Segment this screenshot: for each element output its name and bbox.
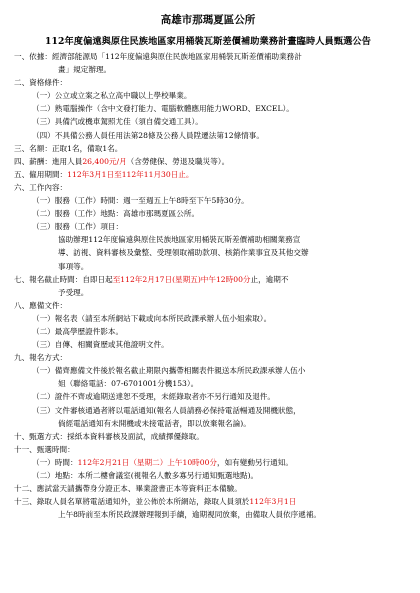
text-line xyxy=(14,430,402,443)
text-line xyxy=(14,338,402,351)
line-text: 三、名額：正取1名，備取1名。 xyxy=(14,143,123,153)
text-line xyxy=(14,508,402,521)
line-text: 七、報名截止時間：自即日起 xyxy=(14,274,113,284)
line-text: 二、資格條件： xyxy=(14,78,68,88)
text-line xyxy=(14,273,402,286)
highlight-text: 112年3月1日 xyxy=(249,497,297,507)
text-line xyxy=(14,495,402,508)
text-line xyxy=(14,325,402,338)
announcement-body xyxy=(14,50,402,521)
line-text: （二）服務（工作）地點：高雄市那瑪夏區公所。 xyxy=(32,209,200,219)
line-text: （一）服務（工作）時間：週一至週五上午8時至下午5時30分。 xyxy=(32,196,249,206)
text-line xyxy=(14,456,402,469)
text-line xyxy=(14,299,402,312)
text-line xyxy=(14,89,402,102)
line-text: （一）公立或立案之私立高中職以上學校畢業。 xyxy=(32,91,192,101)
line-text: （三）服務（工作）項目： xyxy=(32,222,124,232)
line-text: （一）備齊應備文件後於報名截止期限內攜帶相關表件親送本所民政課承辦人伍小 xyxy=(32,366,306,376)
text-line xyxy=(14,246,402,259)
announcement-title: 112年度偏遠與原住民族地區家用桶裝瓦斯差價補助業務計畫臨時人員甄選公告 xyxy=(45,36,371,47)
line-text: 姐（聯絡電話：07-6701001分機153）。 xyxy=(58,379,199,389)
line-text-tail: （含勞健保、勞退及職災等）。 xyxy=(126,156,230,166)
line-text: 十、甄選方式：採紙本資料審核及面試，成績擇優錄取。 xyxy=(14,431,204,441)
text-line xyxy=(14,443,402,456)
line-text: （三）自傳、相關資歷或其他證明文件。 xyxy=(32,340,169,350)
text-line xyxy=(14,417,402,430)
line-text: （二）證件不齊或逾期送達恕不受理，未經錄取者亦不另行通知及退件。 xyxy=(32,392,275,402)
line-text: （二）最高學歷證件影本。 xyxy=(32,326,124,336)
text-line xyxy=(14,364,402,377)
line-text: （二）熟電腦操作（含中文發打能力、電腦軟體應用能力WORD、EXCEL）。 xyxy=(32,104,294,114)
text-line xyxy=(14,168,402,181)
line-text: （三）具備汽或機車駕照尤佳（須自備交通工具）。 xyxy=(32,117,203,127)
text-line xyxy=(14,142,402,155)
text-line xyxy=(14,194,402,207)
text-line xyxy=(14,469,402,482)
text-line xyxy=(14,207,402,220)
text-line xyxy=(14,155,402,168)
text-line xyxy=(14,129,402,142)
line-text: 六、工作內容： xyxy=(14,182,68,192)
text-line xyxy=(14,482,402,495)
text-line xyxy=(14,115,402,128)
text-line xyxy=(14,233,402,246)
highlight-text: 至112年2月17日(星期五)中午12時00分 xyxy=(112,274,251,284)
line-text-tail: 止，逾期不 xyxy=(250,274,289,284)
text-line xyxy=(14,181,402,194)
line-text: 四、薪酬：進用人員 xyxy=(14,156,83,166)
page-title: 高雄市那瑪夏區公所 xyxy=(160,14,256,26)
text-line xyxy=(14,220,402,233)
text-line xyxy=(14,377,402,390)
line-text-tail: ，如有變動另行通知。 xyxy=(217,457,293,467)
line-text: 八、應備文件： xyxy=(14,300,68,310)
text-line xyxy=(14,390,402,403)
highlight-text: 112年3月1日至112年11月30日止。 xyxy=(67,169,194,179)
line-text: 倘經電話通知有未開機或未接電話者，即以放棄報名論)。 xyxy=(58,418,251,428)
line-text: 九、報名方式： xyxy=(14,353,68,363)
line-text: 五、僱用期間： xyxy=(14,169,68,179)
text-line xyxy=(14,286,402,299)
text-line xyxy=(14,351,402,364)
text-line xyxy=(14,63,402,76)
text-line xyxy=(14,102,402,115)
text-line xyxy=(14,76,402,89)
line-text: （四）不具備公務人員任用法第28條及公務人員陞遷法第12條情事。 xyxy=(32,130,264,140)
line-text: （二）地點：本所二樓會議室(視報名人數多寡另行通知甄選地點)。 xyxy=(32,471,259,480)
text-line xyxy=(14,404,402,417)
text-line xyxy=(14,312,402,325)
line-text: （三）文件審核通過者將以電話通知(報名人員請務必保持電話暢通及開機狀態， xyxy=(32,405,301,415)
line-text: 協助辦理112年度偏遠與原住民族地區家用桶裝瓦斯差價補助相關業務宣 xyxy=(58,235,301,245)
text-line xyxy=(14,50,402,63)
highlight-text: 112年2月21日（星期二）上午10時00分 xyxy=(77,457,217,467)
line-text: 上午8時前至本所民政課辦理報到手續，逾期視同放棄，由備取人員依序遞補。 xyxy=(58,510,322,520)
line-text: 導、訪視、資料審核及彙整、受理領取補助款項、核銷作業事宜及其他交辦 xyxy=(58,248,309,258)
line-text: 一、依據：經濟部能源局「112年度偏遠與原住民族地區家用桶裝瓦斯差價補助業務計 xyxy=(14,52,302,61)
line-text: 十三、錄取人員名單將電話通知外，並公佈於本所網站，錄取人員須於 xyxy=(14,497,250,507)
line-text: （一）報名表（請至本所網站下載或向本所民政課承辦人伍小姐索取）。 xyxy=(32,313,272,323)
line-text: 十一、甄選時間： xyxy=(14,444,75,454)
highlight-text: 26,400元/月 xyxy=(82,156,127,166)
text-line xyxy=(14,260,402,273)
line-text: 十二、應試當天請攜帶身分證正本、畢業證書正本等資料正本備驗。 xyxy=(14,484,242,494)
line-text: （一）時間： xyxy=(32,457,78,467)
line-text: 予受理。 xyxy=(58,287,89,297)
line-text: 畫」規定辦理。 xyxy=(58,65,112,75)
line-text: 事項等。 xyxy=(58,261,89,271)
